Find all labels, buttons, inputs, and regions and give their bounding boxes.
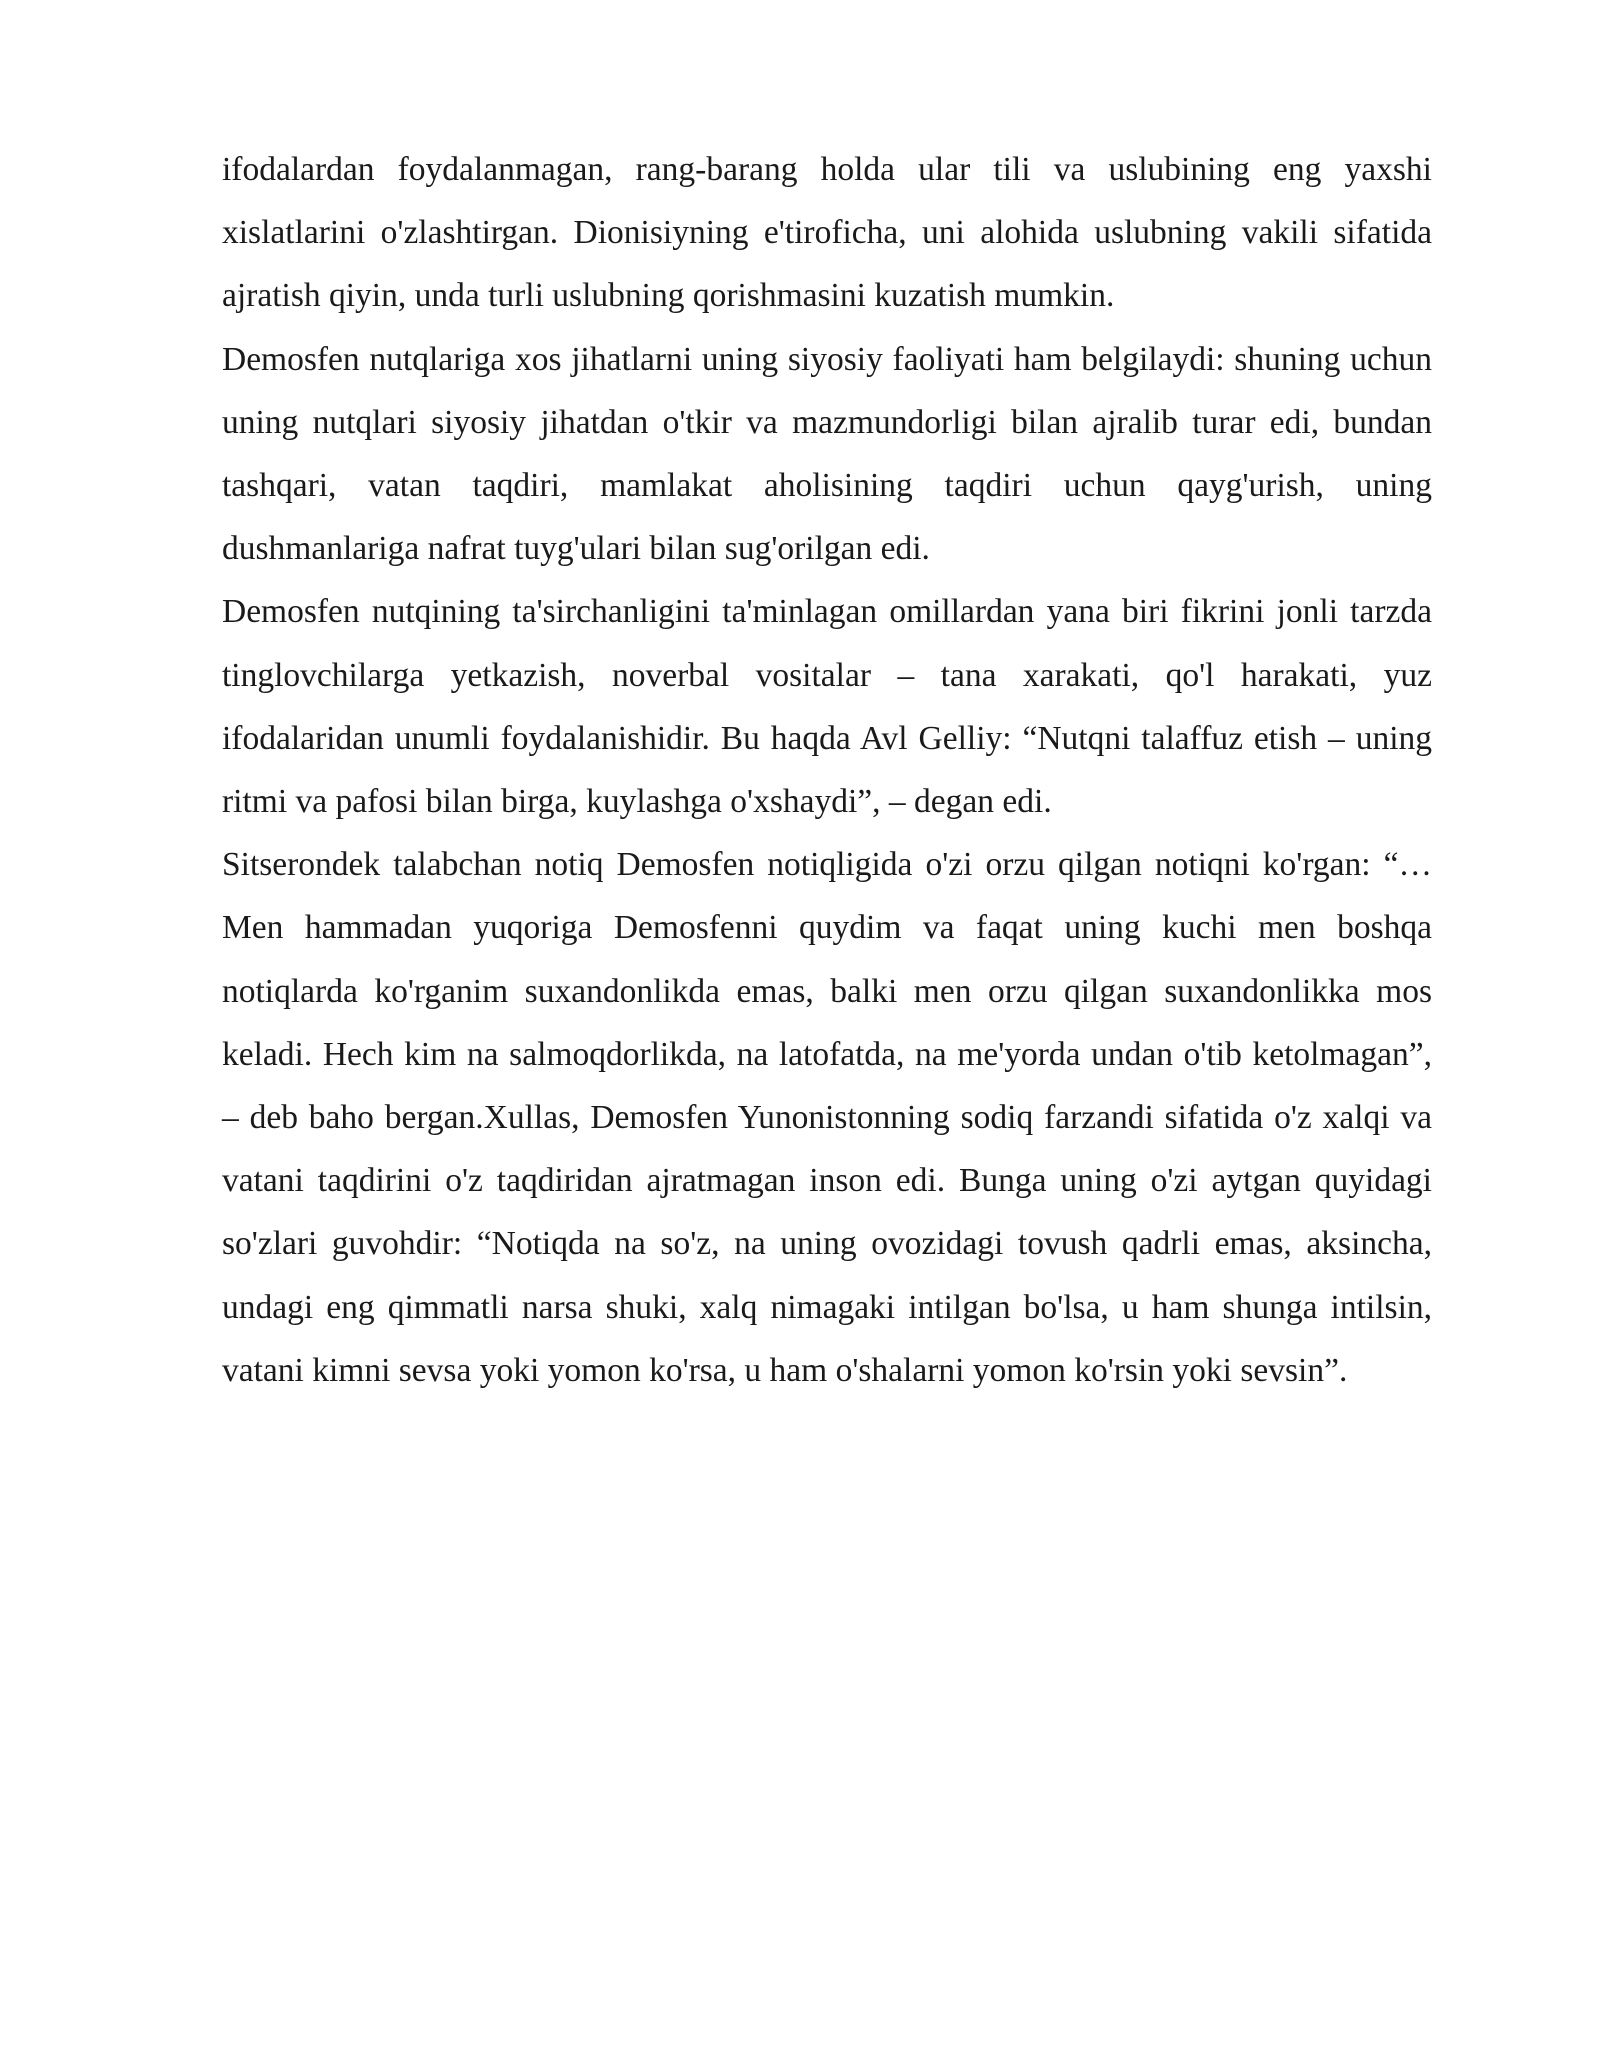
paragraph-3: Demosfen nutqining ta'sirchanligini ta'minlagan omillardan yana biri fikrini jonli tarzda tinglovchilarga yetkazish, noverbal vositalar – tana xarakati, qo'l harakati, yuz ifodalaridan unumli foydalanishidir. Bu haqda Avl Gelliy: “Nutqni talaffuz etish – uning ritmi va pafosi bilan birga, kuylashga o'xshaydi”, – degan edi.	[222, 593, 1432, 821]
paragraph-4: Sitserondek talabchan notiq Demosfen notiqligida o'zi orzu qilgan notiqni ko'rgan: “…Men hammadan yuqoriga Demosfenni quydim va faqat uning kuchi men boshqa notiqlarda ko'rganim suxandonlikda emas, balki men orzu qilgan suxandonlikka mos keladi. Hech kim na salmoqdorlikda, na latofatda, na me'yorda undan o'tib ketolmagan”, – deb baho bergan.Xullas, Demosfen Yunonistonning sodiq farzandi sifatida o'z xalqi va vatani taqdirini o'z taqdiridan ajratmagan inson edi. Bunga uning o'zi aytgan quyidagi so'zlari guvohdir: “Notiqda na so'z, na uning ovozidagi tovush qadrli emas, aksincha, undagi eng qimmatli narsa shuki, xalq nimagaki intilgan bo'lsa, u ham shunga intilsin, vatani kimni sevsa yoki yomon ko'rsa, u ham o'shalarni yomon ko'rsin yoki sevsin”.	[222, 846, 1432, 1389]
paragraph-1: ifodalardan foydalanmagan, rang-barang holda ular tili va uslubining eng yaxshi xislatlarini o'zlashtirgan. Dionisiyning e'tiroficha, uni alohida uslubning vakili sifatida ajratish qiyin, unda turli uslubning qorishmasini kuzatish mumkin.	[222, 151, 1432, 315]
body-text	[222, 138, 1432, 1402]
paragraph-2: Demosfen nutqlariga xos jihatlarni uning siyosiy faoliyati ham belgilaydi: shuning uchun uning nutqlari siyosiy jihatdan o'tkir va mazmundorligi bilan ajralib turar edi, bundan tashqari, vatan taqdiri, mamlakat aholisining taqdiri uchun qayg'urish, uning dushmanlariga nafrat tuyg'ulari bilan sug'orilgan edi.	[222, 340, 1432, 568]
